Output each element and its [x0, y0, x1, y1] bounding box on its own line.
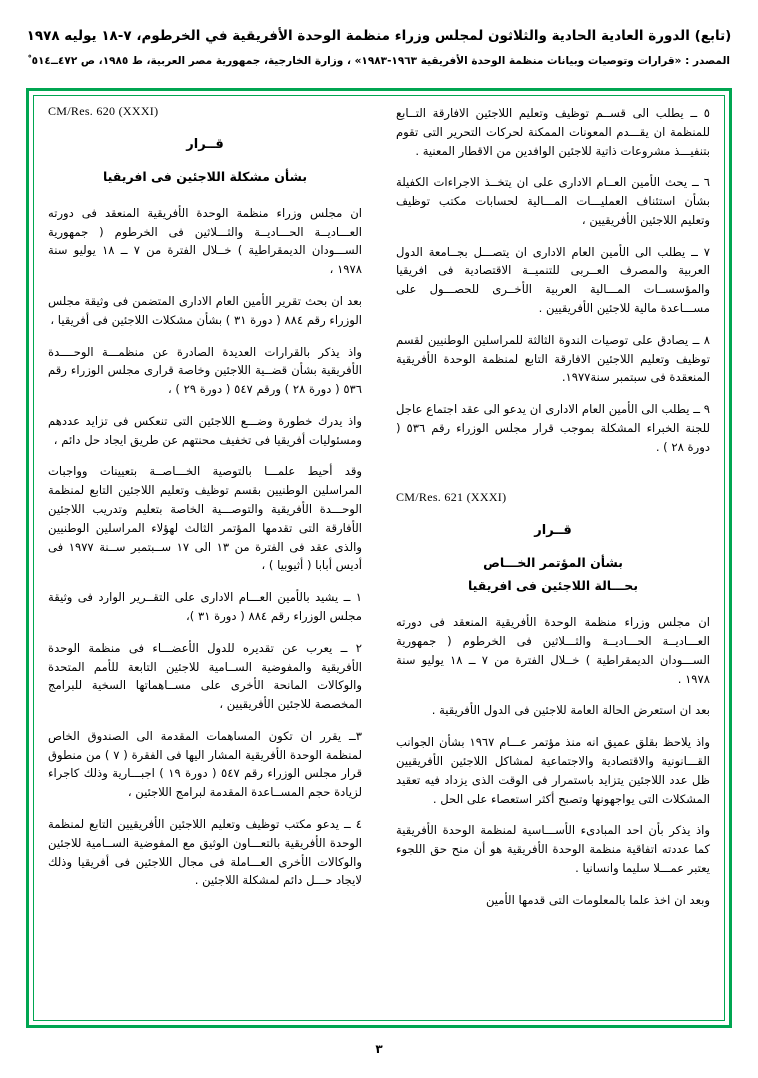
- source-line: المصدر : «قرارات وتوصيات وبيانات منظمة الوحدة الأفريقية ١٩٦٣-١٩٨٣» ، وزارة الخارجية، جمهورية مصر العربية، ط ١٩٨٥، ص ٤٧٢ــ٥١٤ ْ: [28, 55, 730, 68]
- paragraph: بعد ان استعرض الحالة العامة للاجئين فى الدول الأفريقية .: [431, 703, 710, 718]
- paragraph: ٨ ــ يصادق على توصيات الندوة الثالثة للمراسلين الوطنيين لقسم توظيف وتعليم اللاجئين الافارقة التابع لمنظمة الوحدة الأفريقية المنعقدة فى سبتمبر سنة١٩٧٧.: [396, 332, 710, 385]
- paragraph: ٦ ــ يحث الأمين العــام الادارى على ان يتخــذ الاجراءات الكفيلة بشأن استئناف العمليـــات المـــالية لحسابات مكتب توظيف وتعليم اللاجئين الأفريقيين ،: [396, 175, 710, 227]
- paragraph: واذ يذكر بأن احد المبادىء الأســـاسية لمنظمة الوحدة الأفريقية كما عددته اتفاقية منظمة الوحدة الأفريقية هو أن منح حق اللجوء يعتبر عمـــلا سليما وانسانيا .: [396, 823, 710, 875]
- section-spacer: [396, 470, 710, 490]
- paragraph: ٤ ــ يدعو مكتب توظيف وتعليم اللاجئين الأفريقيين التابع لمنظمة الوحدة الأفريقية بالتعـــاون الوثيق مع المفوضية الســامية للاجئين والوكالات الأخرى العـــاملة فى مجال اللاجئين فى أفريقيا وذلك لايجاد حـــل دائم لمشكلة اللاجئين .: [48, 816, 362, 888]
- paragraph: ٣ــ يقرر ان تكون المساهمات المقدمة الى الصندوق الخاص لمنظمة الوحدة الأفريقية المشار اليها فى الفقرة ( ٧ ) من منطوق قرار مجلس الوزراء رقم ٥٤٧ ( دورة ١٩ ) اجبـــارية وذلك كاجراء لزيادة حجم المســاعدة المقدمة لبرامج اللاجئين ،: [48, 728, 362, 800]
- page-number: ٣: [375, 1042, 383, 1056]
- paragraph: واذ يلاحظ بقلق عميق انه منذ مؤتمر عـــام ١٩٦٧ بشأن الجوانب القـــانونية والاقتصادية والاجتماعية لمشاكل اللاجئين الأفريقيين ظل عدد اللاجئين يتزايد باستمرار فى الوقت الذى يزداد فيه تعقيد المشكلات التى يواجهونها وتصبح أكثر استعصاء على الحل .: [396, 735, 710, 806]
- paragraph: وقد أحيط علمـــا بالتوصية الخـــاصــة بتعيينات وواجبات المراسلين الوطنيين بقسم توظيف وتعليم اللاجئين التابع لمنظمة الوحـــدة الأفريقية والتوصـــية الخاصة بتعليم وتدريب اللاجئين الأفارقة التى تقدمها المؤتمر الثالث لهؤلاء المراسلين الوطنيين والذى عقد فى الفترة من ١٣ الى ١٧ ســبتمبر ســنة ١٩٧٧ فى أديس أبابا ( أثيوبيا ) ،: [48, 464, 362, 573]
- paragraph: واذ يدرك خطورة وضـــع اللاجئين التى تنعكس فى تزايد عددهم ومسئوليات أفريقيا فى تخفيف محنتهم عن طريق ايجاد حل دائم ،: [48, 413, 362, 447]
- resolution-subject-621-line2: بحـــالة اللاجئين فى افريقيا: [467, 578, 639, 594]
- column-right: [48, 104, 362, 1009]
- paragraph: ٩ ــ يطلب الى الأمين العام الادارى ان يدعو الى عقد اجتماع عاجل للجنة الخبراء المشكلة بموجب قرار مجلس الوزراء رقم ٥٣٦ ( دورة ٢٨ ) .: [396, 402, 710, 454]
- resolution-subject-621-line1: بشأن المؤتمر الخـــاص: [483, 554, 623, 570]
- page-title: (تابع) الدورة العادية الحادية والثلاثون لمجلس وزراء منظمة الوحدة الأفريقية في الخرطوم، ٧-١٨ يوليه ١٩٧٨: [26, 28, 732, 44]
- paragraph: ان مجلس وزراء منظمة الوحدة الأفريقية المنعقد فى دورته العـــاديــة الحـــاديــة والثـــلاثين فى الخرطوم ( جمهورية الســـودان الديمقراطية ) خــلال الفترة من ٧ ــ ١٨ يوليو سنة ١٩٧٨ ،: [48, 205, 362, 277]
- paragraph: ٧ ــ يطلب الى الأمين العام الادارى ان يتصـــل بجــامعة الدول العربية والمصرف العــربى للتنميــة الاقتصادية فى افريقيا والمؤسســات المـــالية العربية الأخــرى للحصـــول على مســـاعدة مالية للاجئين الأفريقيين .: [396, 244, 710, 316]
- paragraph: ١ ــ يشيد بالأمين العـــام الادارى على التقــرير الوارد فى وثيقة مجلس الوزراء رقم ٨٨٤ ( دورة ٣١ )،: [48, 590, 362, 623]
- resolution-id-621: CM/Res. 621 (XXXI): [396, 489, 507, 504]
- paragraph: وبعد ان اخذ علما بالمعلومات التى قدمها الأمين: [485, 892, 710, 907]
- paragraph: ٥ ــ يطلب الى قســم توظيف وتعليم اللاجئين الافارقة التــابع للمنظمة ان يقـــدم المعونات الممكنة لحركات التحرير التى تقوم بتنفيـــذ مشروعات ذاتية للاجئين الوافدين من الاقطار المعنية .: [396, 106, 710, 158]
- two-column-body: [48, 104, 710, 1009]
- resolution-heading-621: قــرار: [534, 522, 572, 538]
- paragraph: ان مجلس وزراء منظمة الوحدة الأفريقية المنعقد فى دورته العـــاديــة الحـــاديــة والثـــلاثين فى الخرطوم ( جمهورية الســـودان الديمقراطية ) خــلال الفترة من ٧ ــ ١٨ يوليو سنة ١٩٧٨ .: [396, 615, 710, 686]
- column-left: [396, 104, 710, 1009]
- paragraph: ٢ ــ يعرب عن تقديره للدول الأعضـــاء فى منظمة الوحدة الأفريقية والمفوضية الســامية للاجئين التابعة للأمم المتحدة والوكالات المانحة الأخرى على مســاهماتها السخية للبرامج المخصصة للاجئين الأفريقيين ،: [48, 640, 362, 712]
- resolution-subject-620: بشأن مشكلة اللاجئين فى افريقيا: [102, 169, 308, 184]
- resolution-heading-620: قــرار: [186, 137, 224, 152]
- paragraph: واذ يذكر بالقرارات العديدة الصادرة عن منظمـــة الوحــــدة الأفريقية بشأن قضــية اللاجئين وخاصة قرارى مجلس الوزراء رقم ٥٣٦ ( دورة ٢٨ ) ورقم ٥٤٧ ( دورة ٢٩ ) ،: [48, 344, 362, 397]
- page-header: [0, 26, 758, 70]
- paragraph: بعد ان بحث تقرير الأمين العام الادارى المتضمن فى وثيقة مجلس الوزراء رقم ٨٨٤ ( دورة ٣١ ) بشأن مشكلات اللاجئين فى أفريقيا ،: [48, 294, 362, 327]
- resolution-id-620: CM/Res. 620 (XXXI): [48, 104, 159, 118]
